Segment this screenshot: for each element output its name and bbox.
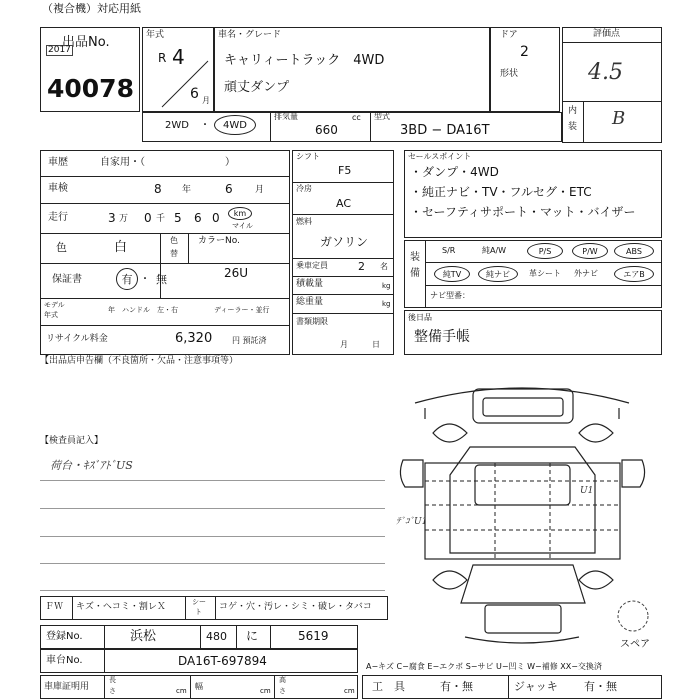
recycle-value: 6,320	[175, 331, 213, 346]
damage-text-1: キズ・ヘコミ・割レＸ	[76, 602, 166, 612]
mileage-unit-mile: マイル	[232, 222, 253, 230]
docs-label: 書類期限	[296, 317, 328, 326]
mileage-d1: 3	[108, 211, 116, 225]
warranty-label: 保証書	[52, 274, 82, 285]
dims-width-unit: cm	[260, 687, 271, 695]
equip-airbag: エアB	[614, 266, 654, 282]
car-name-line2: 頑丈ダンプ	[224, 80, 290, 95]
vehicle-diagram	[395, 375, 650, 650]
model-row-label-2: 年式	[44, 311, 58, 319]
lot-year: 2017	[48, 45, 71, 55]
jack-label: ジャッキ	[514, 680, 558, 693]
registration-place: 浜松	[130, 629, 157, 644]
mileage-d4: 6	[194, 211, 202, 225]
color-change-label-1: 色	[170, 236, 178, 245]
jack-value: 有・無	[584, 680, 617, 693]
mileage-unit-km: km	[228, 207, 252, 220]
color-no-label: カラーNo.	[198, 236, 240, 246]
capacity-value: 2	[358, 260, 365, 273]
model-year-month: 6	[190, 86, 199, 102]
sales-point-2: ・純正ナビ・TV・フルセグ・ETC	[410, 185, 592, 199]
rear-left-wheel	[433, 571, 467, 589]
dims-long-1: 長	[109, 676, 116, 684]
equip-aw: 純A/W	[482, 246, 507, 255]
ac-label: 冷房	[296, 184, 312, 193]
fuel-value: ガソリン	[320, 235, 369, 249]
model-year-value: 4	[172, 45, 185, 69]
spare-tire-icon	[615, 598, 651, 634]
model-row-handle: ハンドル 左・右	[122, 306, 178, 314]
mileage-d2: 0	[144, 211, 152, 225]
displacement-unit: cc	[352, 113, 361, 122]
ac-value: AC	[336, 197, 352, 210]
dims-long-2: さ	[109, 687, 116, 695]
damage-sheet-1: シー	[192, 598, 206, 606]
drive-dot: ・	[200, 120, 210, 131]
history-label: 車歴	[48, 157, 68, 168]
drive-2wd: 2WD	[165, 120, 189, 131]
mileage-d3: 5	[174, 211, 182, 225]
post-items-value: 整備手帳	[414, 329, 470, 345]
equip-ext-navi: 外ナビ	[574, 269, 598, 278]
left-mirror	[400, 460, 423, 487]
equip-navi: 純ナビ	[478, 266, 518, 282]
seller-notes-label: 【出品店申告欄（不良箇所・欠品・注意事項等）	[40, 356, 239, 366]
tools-value: 有・無	[440, 680, 473, 693]
gross-label: 総重量	[296, 297, 324, 307]
drive-4wd: 4WD	[214, 115, 256, 135]
capacity-unit: 名	[380, 262, 388, 271]
registration-number: 5619	[298, 629, 329, 643]
car-name-line1: キャリィートラック 4WD	[224, 53, 385, 68]
equipment-label-1: 装	[410, 252, 420, 263]
capacity-label: 乗車定員	[296, 261, 328, 270]
displacement-label: 排気量	[274, 112, 298, 121]
hood-outline	[473, 389, 573, 423]
color-label: 色	[56, 241, 67, 254]
model-year-era: R	[158, 51, 167, 65]
equip-leather: 革シート	[529, 269, 561, 278]
equipment-label-2: 備	[410, 268, 420, 279]
mileage-label: 走行	[48, 212, 68, 223]
lot-label: 出品No.	[62, 35, 110, 50]
dims-long-unit: cm	[176, 687, 187, 695]
diagram-mark-left: ﾃﾞｺﾞU1	[396, 517, 428, 527]
chassis-value: DA16T-697894	[178, 654, 267, 668]
dims-height-1: 高	[279, 676, 286, 684]
car-name-label: 車名・グレード	[218, 30, 282, 40]
model-year-label: 年式	[146, 30, 165, 40]
diagram-mark-right: U1	[580, 486, 594, 496]
tools-row	[362, 675, 662, 699]
rear-right-wheel	[579, 571, 613, 589]
equip-pw: P/W	[572, 243, 608, 259]
score-value: 4.5	[588, 60, 623, 85]
shift-value: F5	[338, 164, 352, 177]
inspection-year-unit: 年	[182, 185, 192, 195]
cabin-box-outline	[425, 463, 620, 559]
right-mirror	[622, 460, 645, 487]
registration-kana: に	[246, 629, 259, 643]
inspection-month-unit: 月	[255, 185, 265, 195]
form-note: （複合機）対応用紙	[42, 2, 141, 15]
shift-label: シフト	[296, 152, 320, 161]
equip-tv: 純TV	[434, 266, 470, 282]
chassis-label: 車台No.	[46, 655, 83, 666]
interior-label-2: 装	[568, 122, 578, 132]
fuel-label: 燃料	[296, 217, 312, 226]
model-year-month-unit: 月	[202, 96, 210, 105]
mileage-u2: 千	[156, 214, 166, 224]
inspection-label: 車検	[48, 183, 68, 194]
model-row-label-1: モデル	[44, 301, 65, 309]
bed-outline	[461, 565, 585, 603]
equip-ps: P/S	[527, 243, 563, 259]
dims-width: 幅	[195, 682, 203, 691]
registration-label: 登録No.	[46, 631, 83, 642]
model-code-label: 型式	[374, 112, 390, 121]
sales-point-3: ・セーフティサポート・マット・バイザー	[410, 205, 636, 219]
displacement-value: 660	[315, 123, 338, 137]
post-items-label: 後日品	[408, 313, 432, 322]
doors-value: 2	[520, 44, 529, 60]
warranty-yes: 有	[116, 268, 138, 290]
load-unit: kg	[382, 282, 391, 290]
color-change-label-2: 替	[170, 249, 178, 258]
load-label: 積載量	[296, 279, 324, 289]
tools-label: 工 具	[372, 680, 405, 693]
front-right-wheel	[579, 424, 613, 442]
color-no-value: 26U	[224, 266, 249, 280]
damage-text-2: コゲ・穴・汚レ・シミ・破レ・タバコ	[219, 602, 372, 612]
model-row-year: 年	[108, 306, 115, 314]
model-code-value: 3BD − DA16T	[400, 123, 490, 138]
spare-label: スペア	[620, 639, 650, 650]
tailgate-outline	[485, 605, 561, 633]
doors-label: ドア	[500, 30, 518, 40]
score-label: 評価点	[593, 29, 621, 39]
inspection-year: 8	[154, 182, 162, 196]
color-value: 白	[114, 240, 128, 255]
sales-points-label: セールスポイント	[408, 152, 472, 161]
lot-number: 40078	[47, 74, 134, 103]
front-bumper-outline	[415, 388, 629, 403]
sales-point-1: ・ダンプ・4WD	[410, 165, 499, 179]
registration-class: 480	[206, 630, 227, 643]
interior-label-1: 内	[568, 106, 578, 116]
recycle-unit: 円 預託済	[232, 336, 267, 345]
warranty-no: 無	[156, 273, 167, 286]
shape-label: 形状	[500, 69, 519, 79]
mileage-u1: 万	[119, 214, 129, 224]
damage-fw: ＦＷ	[45, 602, 64, 612]
equip-abs: ABS	[614, 243, 654, 259]
interior-value: B	[612, 108, 626, 129]
inspector-notes-label: 【検査員記入】	[40, 436, 104, 446]
gross-unit: kg	[382, 300, 391, 308]
equip-navi-model-label: ナビ型番：	[430, 291, 470, 300]
history-value: 自家用・（ ）	[100, 157, 235, 168]
mileage-d5: 0	[212, 211, 220, 225]
damage-legend: A−キズ C−腐食 E−エクボ S−サビ U−凹ミ W−補修 XX−交換済	[366, 662, 602, 671]
damage-sheet-2: ト	[195, 608, 202, 616]
front-left-wheel	[433, 424, 467, 442]
docs-unit: 月 日	[340, 340, 380, 349]
recycle-label: リサイクル料金	[46, 334, 108, 344]
inspector-notes-value: 荷台・ｷｽﾞｱﾄﾞUS	[50, 459, 133, 472]
inspection-month: 6	[225, 182, 233, 196]
warranty-dot: ・	[140, 274, 150, 285]
model-row-dealer: ディーラー・並行	[214, 306, 270, 314]
dims-label: 車庫証明用	[44, 682, 90, 692]
dims-height-2: さ	[279, 687, 286, 695]
dims-height-unit: cm	[344, 687, 355, 695]
equip-sr: S/R	[442, 246, 456, 255]
